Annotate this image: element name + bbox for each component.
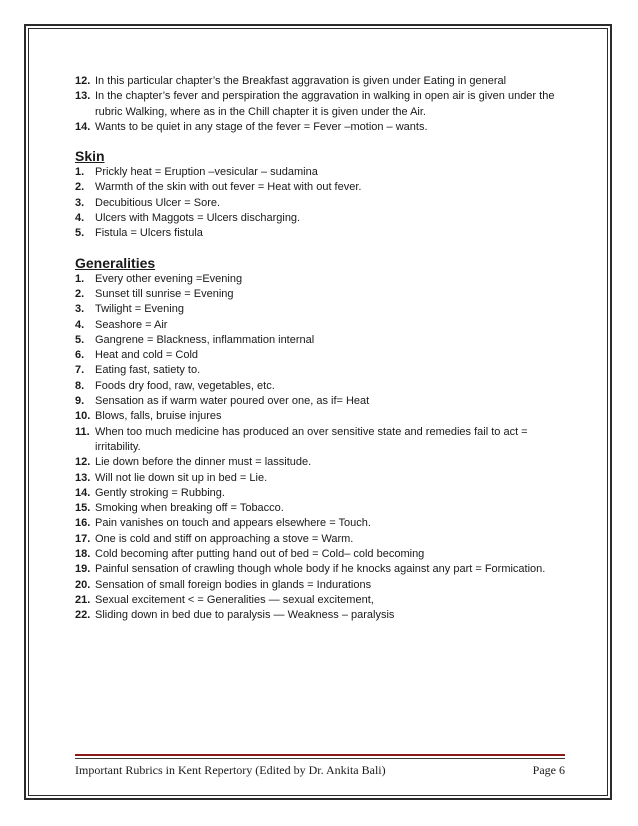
item-text: In this particular chapter’s the Breakfast aggravation is given under Eating in general bbox=[95, 75, 507, 87]
list-item bbox=[75, 455, 570, 470]
list-item bbox=[75, 409, 570, 424]
section-heading-generalities: Generalities bbox=[75, 254, 156, 271]
item-text: Heat and cold = Cold bbox=[95, 349, 199, 362]
item-number: 13. bbox=[75, 90, 91, 103]
list-item bbox=[75, 272, 570, 287]
item-text: Eating fast, satiety to. bbox=[95, 364, 201, 377]
item-text: Decubitious Ulcer = Sore. bbox=[95, 196, 221, 209]
item-number: 20. bbox=[75, 578, 91, 591]
generalities-list bbox=[75, 272, 570, 624]
list-item bbox=[75, 547, 570, 562]
list-item bbox=[75, 196, 570, 211]
item-number: 11. bbox=[75, 425, 90, 438]
footer-rule-dark bbox=[75, 758, 565, 759]
list-item bbox=[75, 89, 570, 120]
item-number: 14. bbox=[75, 120, 91, 133]
item-number: 21. bbox=[75, 593, 91, 606]
list-item bbox=[75, 180, 570, 195]
item-text: Blows, falls, bruise injures bbox=[95, 410, 222, 423]
list-item bbox=[75, 74, 570, 89]
item-text: Twilight = Evening bbox=[95, 303, 184, 316]
item-text: Prickly heat = Eruption –vesicular – sudamina bbox=[95, 166, 318, 179]
list-item bbox=[75, 516, 570, 531]
item-number: 16. bbox=[75, 517, 91, 530]
item-number: 14. bbox=[75, 486, 91, 499]
item-text: Lie down before the dinner must = lassitude. bbox=[95, 456, 312, 469]
item-text: When too much medicine has produced an over sensitive state and remedies fail to act = irritability. bbox=[95, 425, 528, 453]
item-number: 19. bbox=[75, 563, 91, 576]
item-text: Ulcers with Maggots = Ulcers discharging. bbox=[95, 212, 301, 225]
item-number: 15. bbox=[75, 502, 91, 515]
list-item bbox=[75, 318, 570, 333]
list-item bbox=[75, 165, 570, 180]
item-number: 7. bbox=[75, 364, 85, 377]
footer-rule-red bbox=[75, 754, 565, 756]
list-item bbox=[75, 211, 570, 226]
item-number: 4. bbox=[75, 318, 85, 331]
list-item bbox=[75, 578, 570, 593]
item-text: Smoking when breaking off = Tobacco. bbox=[95, 502, 284, 515]
skin-list bbox=[75, 165, 570, 241]
item-text: Cold becoming after putting hand out of bed = Cold– cold becoming bbox=[95, 548, 425, 561]
list-item bbox=[75, 593, 570, 608]
item-number: 4. bbox=[75, 212, 85, 225]
list-item bbox=[75, 226, 570, 241]
item-text: Sensation of small foreign bodies in glands = Indurations bbox=[95, 578, 372, 591]
item-text: Gangrene = Blackness, inflammation internal bbox=[95, 333, 315, 346]
item-number: 2. bbox=[75, 287, 85, 300]
item-text: Seashore = Air bbox=[95, 318, 168, 331]
list-item bbox=[75, 333, 570, 348]
item-text: Warmth of the skin with out fever = Heat with out fever. bbox=[95, 181, 362, 194]
item-text: Sliding down in bed due to paralysis — Weakness – paralysis bbox=[95, 609, 395, 622]
item-text: Sexual excitement < = Generalities — sexual excitement, bbox=[95, 593, 374, 606]
item-number: 9. bbox=[75, 395, 85, 408]
item-number: 1. bbox=[75, 166, 85, 179]
item-text: Wants to be quiet in any stage of the fever = Fever –motion – wants. bbox=[95, 120, 428, 133]
item-number: 2. bbox=[75, 181, 85, 194]
item-text: Will not lie down sit up in bed = Lie. bbox=[95, 471, 268, 484]
document-body bbox=[75, 74, 570, 624]
item-number: 13. bbox=[75, 471, 91, 484]
item-text: Sunset till sunrise = Evening bbox=[95, 287, 234, 300]
item-text: Every other evening =Evening bbox=[95, 272, 243, 285]
item-text: In the chapter’s fever and perspiration the aggravation in walking in open air is given under the rubric Walking, where as in the Chill chapter it is given under the Air. bbox=[95, 90, 555, 118]
item-number: 17. bbox=[75, 532, 91, 545]
item-number: 12. bbox=[75, 456, 91, 469]
list-item bbox=[75, 302, 570, 317]
list-item bbox=[75, 532, 570, 547]
item-number: 12. bbox=[75, 75, 91, 87]
list-item bbox=[75, 501, 570, 516]
item-number: 6. bbox=[75, 349, 85, 362]
page-number: Page 6 bbox=[532, 763, 565, 777]
item-number: 1. bbox=[75, 272, 85, 285]
section-heading-skin: Skin bbox=[75, 148, 105, 165]
list-item bbox=[75, 363, 570, 378]
list-item bbox=[75, 348, 570, 363]
item-number: 10. bbox=[75, 410, 91, 423]
item-number: 3. bbox=[75, 196, 85, 209]
list-item bbox=[75, 287, 570, 302]
item-number: 3. bbox=[75, 303, 85, 316]
list-item bbox=[75, 394, 570, 409]
item-number: 18. bbox=[75, 548, 91, 561]
item-text: Pain vanishes on touch and appears elsewhere = Touch. bbox=[95, 517, 371, 530]
item-number: 5. bbox=[75, 333, 85, 346]
footer-title: Important Rubrics in Kent Repertory (Edited by Dr. Ankita Bali) bbox=[75, 763, 386, 777]
item-text: Sensation as if warm water poured over one, as if= Heat bbox=[95, 395, 370, 408]
list-item bbox=[75, 608, 570, 623]
item-text: One is cold and stiff on approaching a stove = Warm. bbox=[95, 532, 354, 545]
item-number: 8. bbox=[75, 379, 85, 392]
page-footer bbox=[75, 763, 565, 778]
item-text: Painful sensation of crawling though whole body if he knocks against any part = Formication. bbox=[95, 563, 546, 576]
intro-list bbox=[75, 74, 570, 135]
item-text: Gently stroking = Rubbing. bbox=[95, 486, 225, 499]
list-item bbox=[75, 379, 570, 394]
footer-divider bbox=[75, 754, 565, 759]
list-item bbox=[75, 562, 570, 577]
item-number: 22. bbox=[75, 609, 91, 622]
item-number: 5. bbox=[75, 227, 85, 240]
list-item bbox=[75, 120, 570, 135]
list-item bbox=[75, 425, 570, 456]
list-item bbox=[75, 486, 570, 501]
item-text: Foods dry food, raw, vegetables, etc. bbox=[95, 379, 275, 392]
list-item bbox=[75, 471, 570, 486]
item-text: Fistula = Ulcers fistula bbox=[95, 227, 203, 240]
